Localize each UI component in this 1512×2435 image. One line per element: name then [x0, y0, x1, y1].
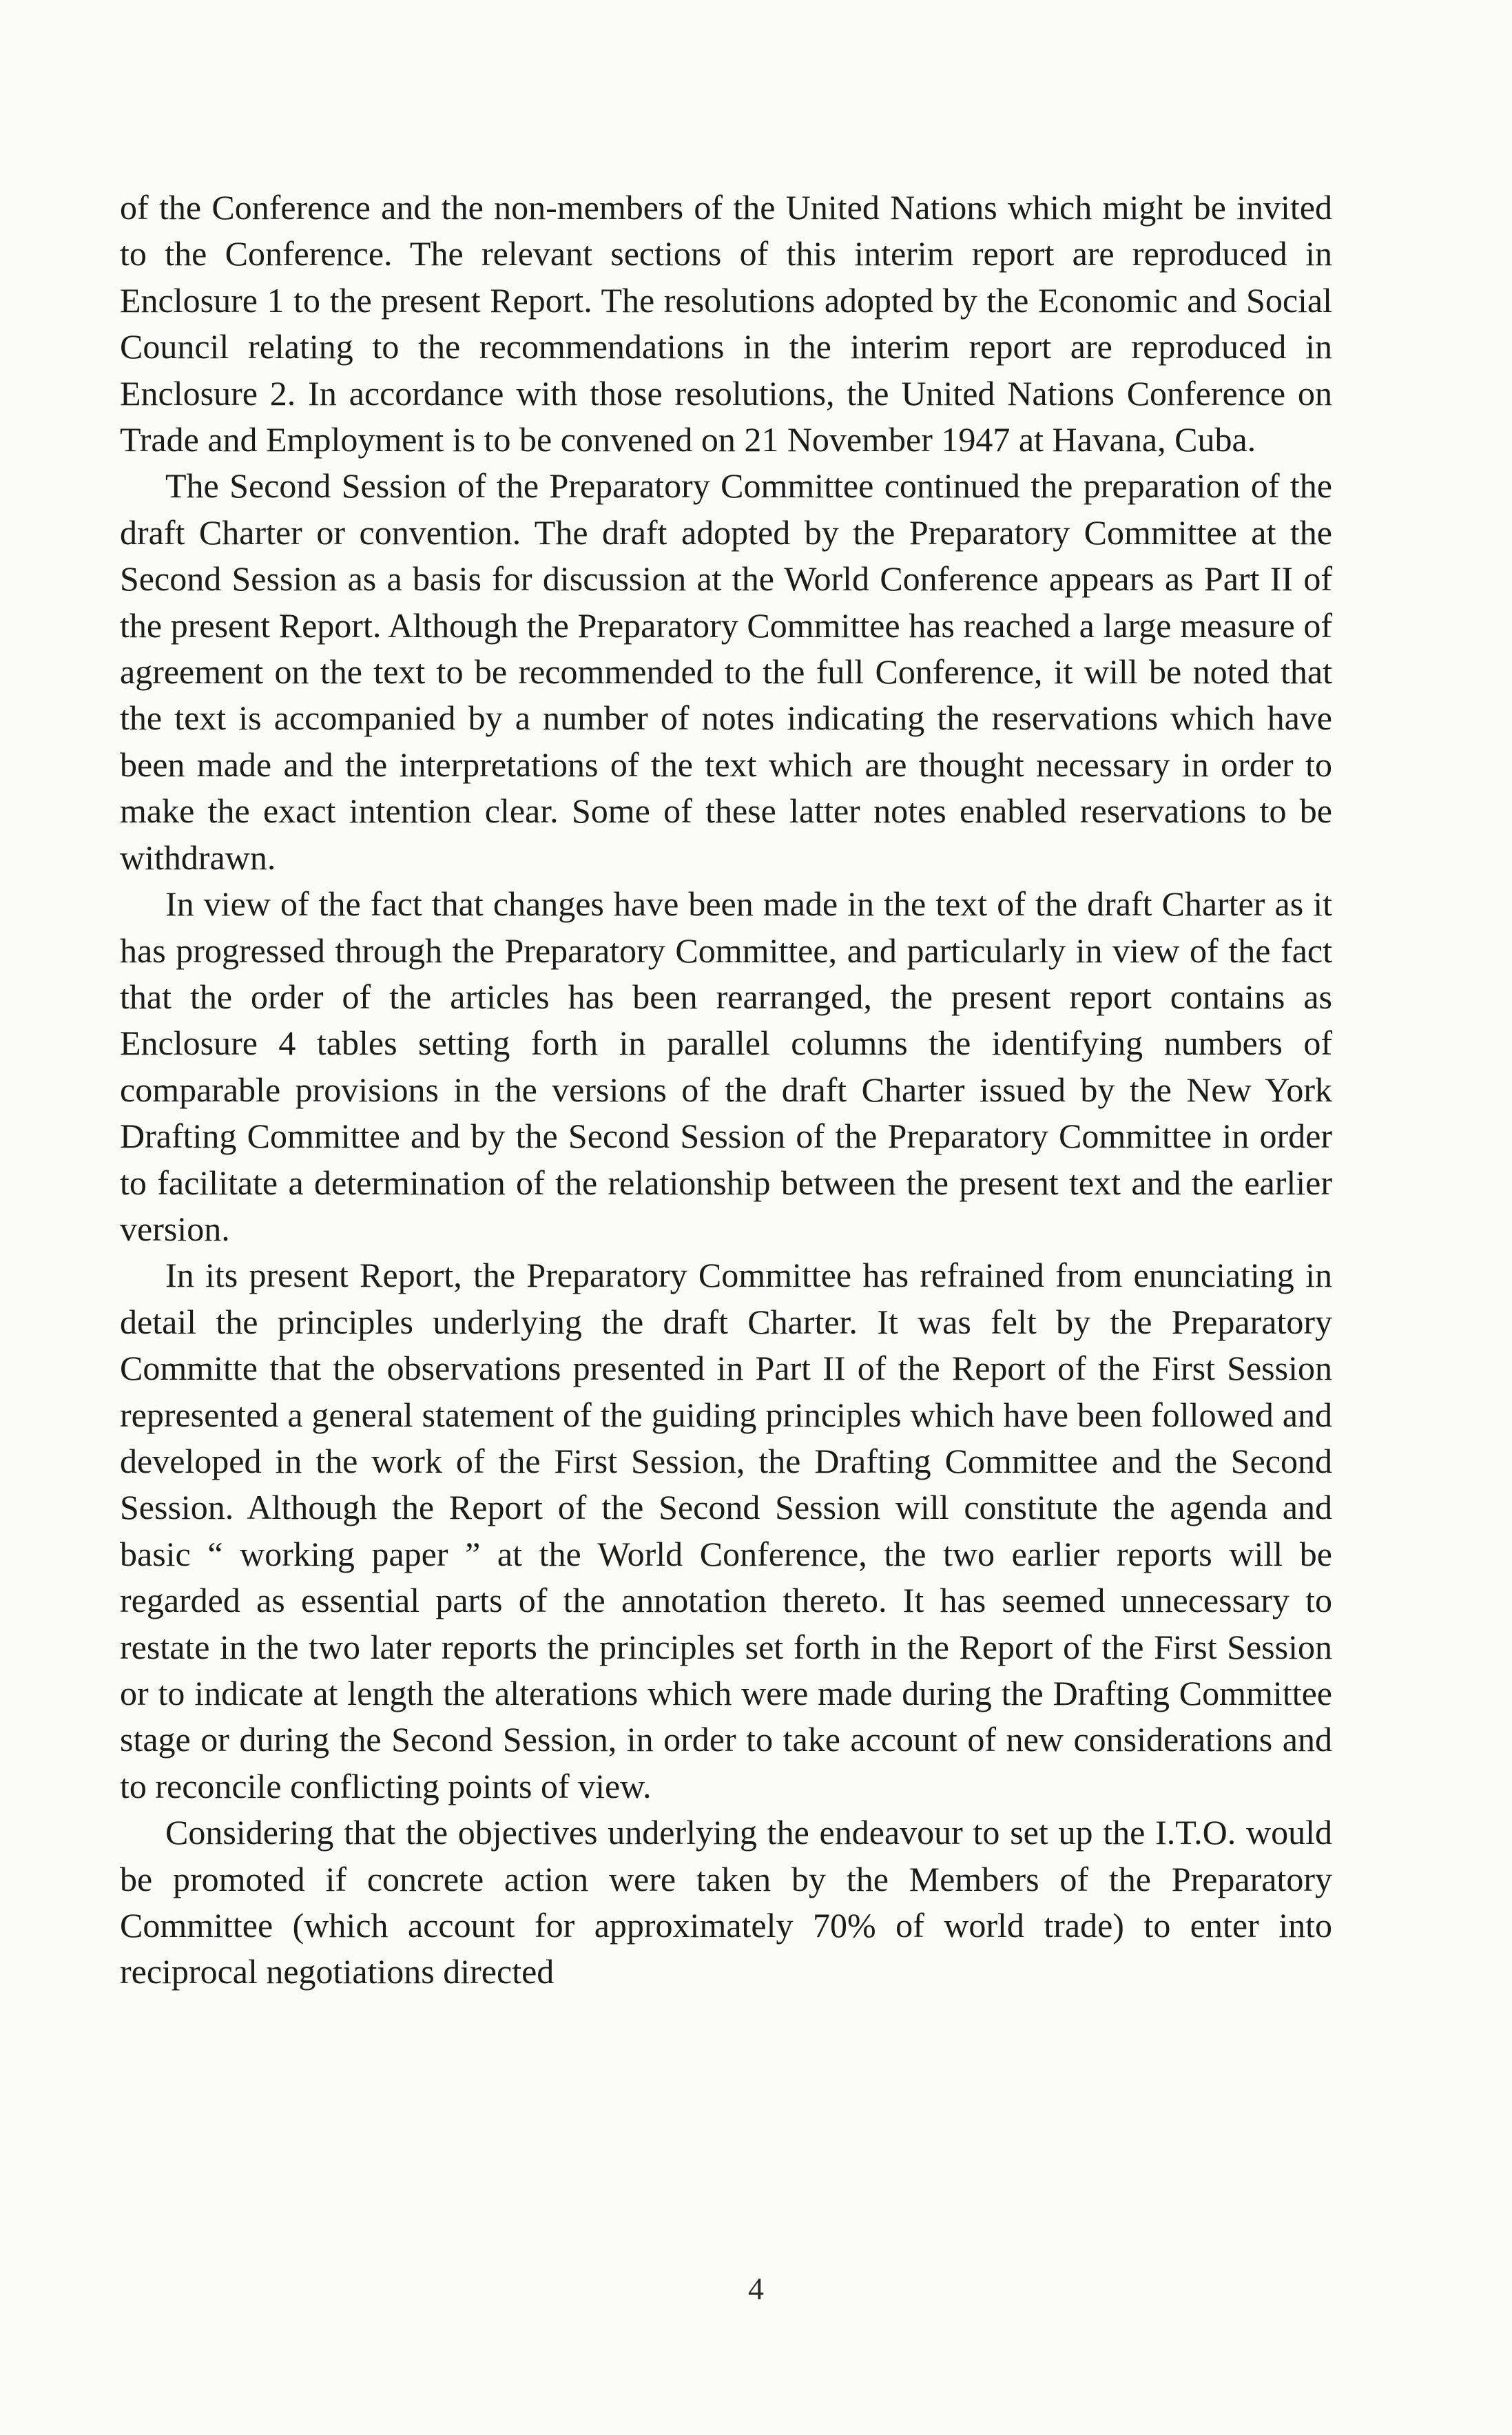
- paragraph-4: In its present Report, the Preparatory Committee has refrained from enunciating in detail the principles underlying the draft Charter. It was felt by the Preparatory Committe that the observations presented in Part II of the Report of the First Session represented a general statement of the guiding principles which have been followed and developed in the work of the First Session, the Drafting Committee and the Second Session. Although the Report of the Second Session will constitute the agenda and basic “ working paper ” at the World Conference, the two earlier reports will be regarded as essential parts of the annotation thereto. It has seemed unnecessary to restate in the two later reports the principles set forth in the Report of the First Session or to indicate at length the alterations which were made during the Drafting Committee stage or during the Second Session, in order to take account of new considerations and to reconcile conflicting points of view.: [120, 1256, 1332, 1805]
- paragraph-1: of the Conference and the non-members of the United Nations which might be invited to the Conference. The relevant sections of this interim report are reproduced in Enclosure 1 to the present Report. The resolutions adopted by the Economic and Social Council relating to the recommendations in the interim report are reproduced in Enclosure 2. In accordance with those resolutions, the United Nations Conference on Trade and Employment is to be convened on 21 November 1947 at Havana, Cuba.: [120, 188, 1332, 459]
- paragraph-5: Considering that the objectives underlying the endeavour to set up the I.T.O. would be promoted if concrete action were taken by the Members of the Preparatory Committee (which account for approximately 70% of world trade) to enter into reciprocal negotiations directed: [120, 1813, 1332, 1991]
- page-number: 4: [748, 2271, 764, 2306]
- body-text: [120, 185, 1332, 1996]
- paragraph-3: In view of the fact that changes have been made in the text of the draft Charter as it has progressed through the Preparatory Committee, and particularly in view of the fact that the order of the articles has been rearranged, the present report contains as Enclosure 4 tables setting forth in parallel columns the identifying numbers of comparable provisions in the versions of the draft Charter issued by the New York Drafting Committee and by the Second Session of the Preparatory Committee in order to facilitate a determination of the relationship between the present text and the earlier version.: [120, 884, 1332, 1248]
- paragraph-2: The Second Session of the Preparatory Committee continued the preparation of the draft Charter or convention. The draft adopted by the Preparatory Committee at the Second Session as a basis for discussion at the World Conference appears as Part II of the present Report. Although the Preparatory Committee has reached a large measure of agreement on the text to be recommended to the full Conference, it will be noted that the text is accompanied by a number of notes indicating the reservations which have been made and the interpretations of the text which are thought necessary in order to make the exact intention clear. Some of these latter notes enabled reservations to be withdrawn.: [120, 466, 1332, 877]
